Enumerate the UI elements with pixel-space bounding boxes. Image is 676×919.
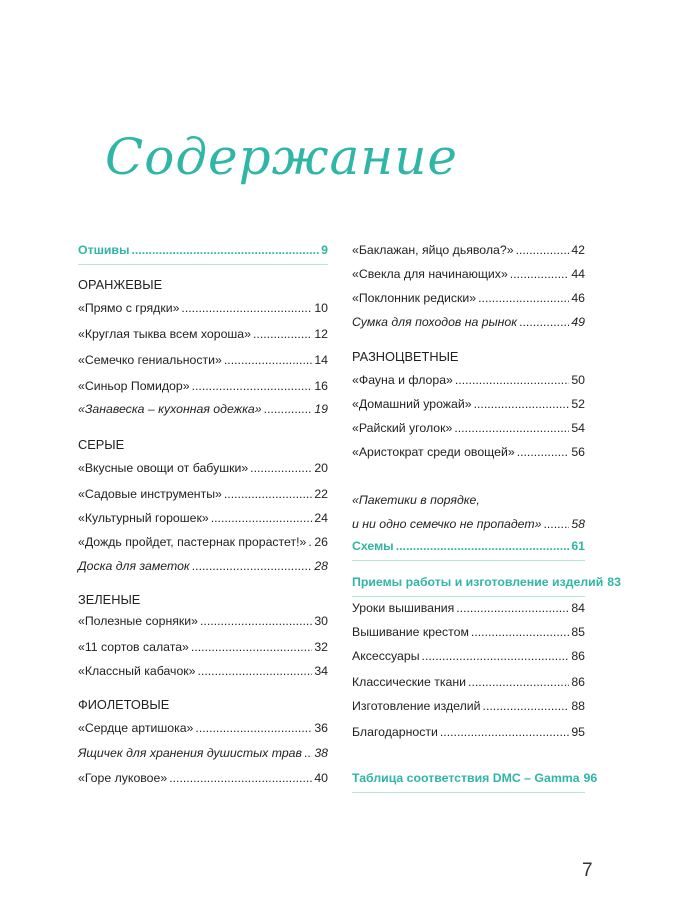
toc-entry[interactable] bbox=[78, 301, 328, 321]
toc-section-label: СЕРЫЕ bbox=[78, 437, 125, 452]
toc-entry-page: 36 bbox=[314, 721, 328, 735]
toc-entry[interactable] bbox=[352, 397, 585, 417]
toc-entry[interactable] bbox=[78, 243, 328, 263]
toc-entry-page: 10 bbox=[314, 301, 328, 315]
toc-entry-title: «11 сортов салата» bbox=[78, 640, 189, 654]
toc-section-heading bbox=[78, 592, 328, 612]
toc-entry[interactable] bbox=[352, 575, 621, 595]
toc-entry-title: «Садовые инструменты» bbox=[78, 487, 222, 501]
toc-entry-page: 12 bbox=[314, 327, 328, 341]
toc-entry-title: Изготовление изделий bbox=[352, 699, 481, 713]
toc-entry-page: 52 bbox=[571, 397, 585, 411]
toc-dot-leader bbox=[478, 291, 569, 305]
toc-entry-page: 95 bbox=[571, 725, 585, 739]
toc-entry-title-line1: «Пакетики в порядке, bbox=[352, 493, 480, 507]
toc-entry[interactable] bbox=[352, 291, 585, 311]
toc-entry-title: «Домашний урожай» bbox=[352, 397, 472, 411]
toc-entry-title: Таблица соответствия DMC – Gamma bbox=[352, 771, 580, 785]
toc-entry[interactable] bbox=[78, 327, 328, 347]
toc-entry-title: «Прямо с грядки» bbox=[78, 301, 180, 315]
toc-entry[interactable] bbox=[352, 267, 585, 287]
toc-dot-leader bbox=[483, 699, 570, 713]
toc-entry[interactable] bbox=[352, 699, 585, 719]
toc-dot-leader bbox=[304, 746, 312, 760]
toc-entry-page: 16 bbox=[314, 379, 328, 393]
toc-entry-page: 9 bbox=[321, 243, 328, 257]
toc-entry-title: «Аристократ среди овощей» bbox=[352, 445, 515, 459]
toc-dot-leader bbox=[224, 353, 312, 367]
toc-entry-title: «Свекла для начинающих» bbox=[352, 267, 508, 281]
toc-entry-page: 19 bbox=[314, 402, 328, 416]
toc-entry-page: 58 bbox=[571, 517, 585, 531]
toc-dot-leader bbox=[510, 267, 570, 281]
toc-entry[interactable] bbox=[78, 771, 328, 791]
toc-dot-leader bbox=[519, 315, 569, 329]
toc-entry-page: 28 bbox=[314, 559, 328, 573]
toc-divider-line bbox=[352, 596, 585, 597]
toc-entry-title: «Занавеска – кухонная одежка» bbox=[78, 402, 262, 416]
toc-divider-line bbox=[352, 560, 585, 561]
toc-dot-leader bbox=[192, 379, 313, 393]
toc-entry[interactable] bbox=[352, 725, 585, 745]
toc-entry-title: Уроки вышивания bbox=[352, 601, 455, 615]
toc-entry-title: Сумка для походов на рынок bbox=[352, 315, 518, 329]
toc-entry[interactable] bbox=[78, 535, 328, 555]
toc-entry-page: 86 bbox=[571, 675, 585, 689]
toc-entry[interactable] bbox=[78, 721, 328, 741]
toc-entry[interactable] bbox=[352, 373, 585, 393]
toc-entry-page: 22 bbox=[314, 487, 328, 501]
toc-entry-title: «Сердце артишока» bbox=[78, 721, 194, 735]
toc-entry-title: Вышивание крестом bbox=[352, 625, 469, 639]
toc-divider-line bbox=[352, 792, 585, 793]
toc-entry-title: «Фауна и флора» bbox=[352, 373, 453, 387]
toc-entry[interactable] bbox=[78, 461, 328, 481]
toc-entry-title: «Райский уголок» bbox=[352, 421, 453, 435]
toc-dot-leader bbox=[474, 397, 570, 411]
toc-dot-leader bbox=[198, 664, 313, 678]
toc-dot-leader bbox=[517, 445, 570, 459]
toc-entry-title: «Круглая тыква всем хороша» bbox=[78, 327, 251, 341]
toc-entry-title: «Культурный горошек» bbox=[78, 511, 209, 525]
toc-divider-line bbox=[78, 264, 328, 265]
toc-entry[interactable] bbox=[352, 243, 585, 263]
toc-entry-page: 38 bbox=[314, 746, 328, 760]
toc-entry[interactable] bbox=[352, 601, 585, 621]
toc-dot-leader bbox=[471, 625, 569, 639]
toc-dot-leader bbox=[131, 243, 319, 257]
toc-dot-leader bbox=[468, 675, 569, 689]
toc-entry[interactable] bbox=[78, 614, 328, 634]
toc-dot-leader bbox=[253, 327, 312, 341]
toc-entry-title: «Классный кабачок» bbox=[78, 664, 196, 678]
toc-entry-page: 84 bbox=[571, 601, 585, 615]
toc-entry[interactable] bbox=[352, 517, 585, 537]
toc-entry-page: 96 bbox=[583, 771, 598, 785]
toc-entry-page: 14 bbox=[314, 353, 328, 367]
toc-entry-title: «Баклажан, яйцо дьявола?» bbox=[352, 243, 514, 257]
toc-entry[interactable] bbox=[78, 640, 328, 660]
toc-entry-page: 32 bbox=[314, 640, 328, 654]
toc-entry-page: 54 bbox=[571, 421, 585, 435]
toc-dot-leader bbox=[191, 640, 312, 654]
toc-section-heading bbox=[78, 437, 328, 457]
toc-entry[interactable] bbox=[352, 771, 598, 791]
toc-section-heading bbox=[78, 697, 328, 717]
page-title: Содержание bbox=[105, 128, 459, 186]
toc-entry-page: 42 bbox=[571, 243, 585, 257]
toc-dot-leader bbox=[422, 649, 570, 663]
toc-dot-leader bbox=[396, 539, 570, 553]
toc-entry-page: 86 bbox=[571, 649, 585, 663]
toc-dot-leader bbox=[224, 487, 312, 501]
toc-entry-page: 83 bbox=[607, 575, 621, 589]
toc-section-label: ФИОЛЕТОВЫЕ bbox=[78, 697, 170, 712]
toc-entry-title: «Поклонник редиски» bbox=[352, 291, 477, 305]
toc-entry[interactable] bbox=[352, 445, 585, 465]
toc-dot-leader bbox=[440, 725, 569, 739]
toc-entry-title: и ни одно семечко не пропадет» bbox=[352, 517, 542, 531]
toc-dot-leader bbox=[516, 243, 570, 257]
toc-dot-leader bbox=[169, 771, 312, 785]
toc-entry-title: Приемы работы и изготовление изделий bbox=[352, 575, 604, 589]
toc-dot-leader bbox=[250, 461, 312, 475]
toc-entry[interactable] bbox=[78, 511, 328, 531]
toc-entry-title: «Синьор Помидор» bbox=[78, 379, 190, 393]
toc-dot-leader bbox=[456, 601, 569, 615]
toc-entry[interactable] bbox=[352, 421, 585, 441]
toc-dot-leader bbox=[543, 517, 569, 531]
toc-dot-leader bbox=[195, 721, 312, 735]
toc-dot-leader bbox=[211, 511, 313, 525]
toc-entry-page: 30 bbox=[314, 614, 328, 628]
toc-dot-leader bbox=[308, 535, 312, 549]
toc-entry[interactable] bbox=[78, 746, 328, 766]
toc-entry-page: 34 bbox=[314, 664, 328, 678]
toc-section-heading bbox=[78, 277, 328, 297]
toc-entry-page: 50 bbox=[571, 373, 585, 387]
toc-section-label: ЗЕЛЕНЫЕ bbox=[78, 592, 141, 607]
toc-entry-page: 26 bbox=[314, 535, 328, 549]
toc-dot-leader bbox=[200, 614, 312, 628]
toc-dot-leader bbox=[455, 373, 569, 387]
toc-entry[interactable] bbox=[352, 675, 585, 695]
toc-entry[interactable] bbox=[78, 402, 328, 422]
toc-entry-page: 44 bbox=[571, 267, 585, 281]
toc-section-heading bbox=[352, 349, 585, 369]
toc-entry-page: 61 bbox=[571, 539, 585, 553]
toc-entry-title: Классические ткани bbox=[352, 675, 467, 689]
toc-entry[interactable] bbox=[78, 559, 328, 579]
toc-entry[interactable] bbox=[78, 664, 328, 684]
toc-entry-title: «Вкусные овощи от бабушки» bbox=[78, 461, 249, 475]
toc-entry[interactable] bbox=[352, 625, 585, 645]
toc-dot-leader bbox=[192, 559, 313, 573]
toc-section-label: РАЗНОЦВЕТНЫЕ bbox=[352, 349, 459, 364]
toc-section-label: ОРАНЖЕВЫЕ bbox=[78, 277, 163, 292]
toc-entry-title: Схемы bbox=[352, 539, 394, 553]
toc-entry-page: 49 bbox=[571, 315, 585, 329]
toc-entry-page: 85 bbox=[571, 625, 585, 639]
toc-entry[interactable] bbox=[352, 649, 585, 669]
toc-entry[interactable] bbox=[78, 487, 328, 507]
toc-entry-page: 56 bbox=[571, 445, 585, 459]
toc-entry-title: «Дождь пройдет, пастернак прорастет!» bbox=[78, 535, 307, 549]
page-number: 7 bbox=[582, 860, 593, 881]
toc-entry-title: «Полезные сорняки» bbox=[78, 614, 199, 628]
toc-entry-title: Благодарности bbox=[352, 725, 438, 739]
toc-entry[interactable] bbox=[78, 379, 328, 399]
toc-dot-leader bbox=[181, 301, 312, 315]
toc-entry-title: Доска для заметок bbox=[78, 559, 190, 573]
toc-entry[interactable] bbox=[352, 315, 585, 335]
toc-dot-leader bbox=[264, 402, 313, 416]
toc-entry-page: 88 bbox=[571, 699, 585, 713]
toc-entry-page: 46 bbox=[571, 291, 585, 305]
toc-entry-page: 20 bbox=[314, 461, 328, 475]
toc-entry[interactable] bbox=[352, 539, 585, 559]
toc-entry-title: «Горе луковое» bbox=[78, 771, 168, 785]
toc-entry[interactable] bbox=[78, 353, 328, 373]
toc-dot-leader bbox=[454, 421, 569, 435]
toc-entry-title: Отшивы bbox=[78, 243, 130, 257]
toc-entry-page: 40 bbox=[314, 771, 328, 785]
toc-entry-page: 24 bbox=[314, 511, 328, 525]
toc-entry-title: «Семечко гениальности» bbox=[78, 353, 222, 367]
toc-entry-title: Аксессуары bbox=[352, 649, 420, 663]
toc-entry-title: Ящичек для хранения душистых трав bbox=[78, 746, 302, 760]
